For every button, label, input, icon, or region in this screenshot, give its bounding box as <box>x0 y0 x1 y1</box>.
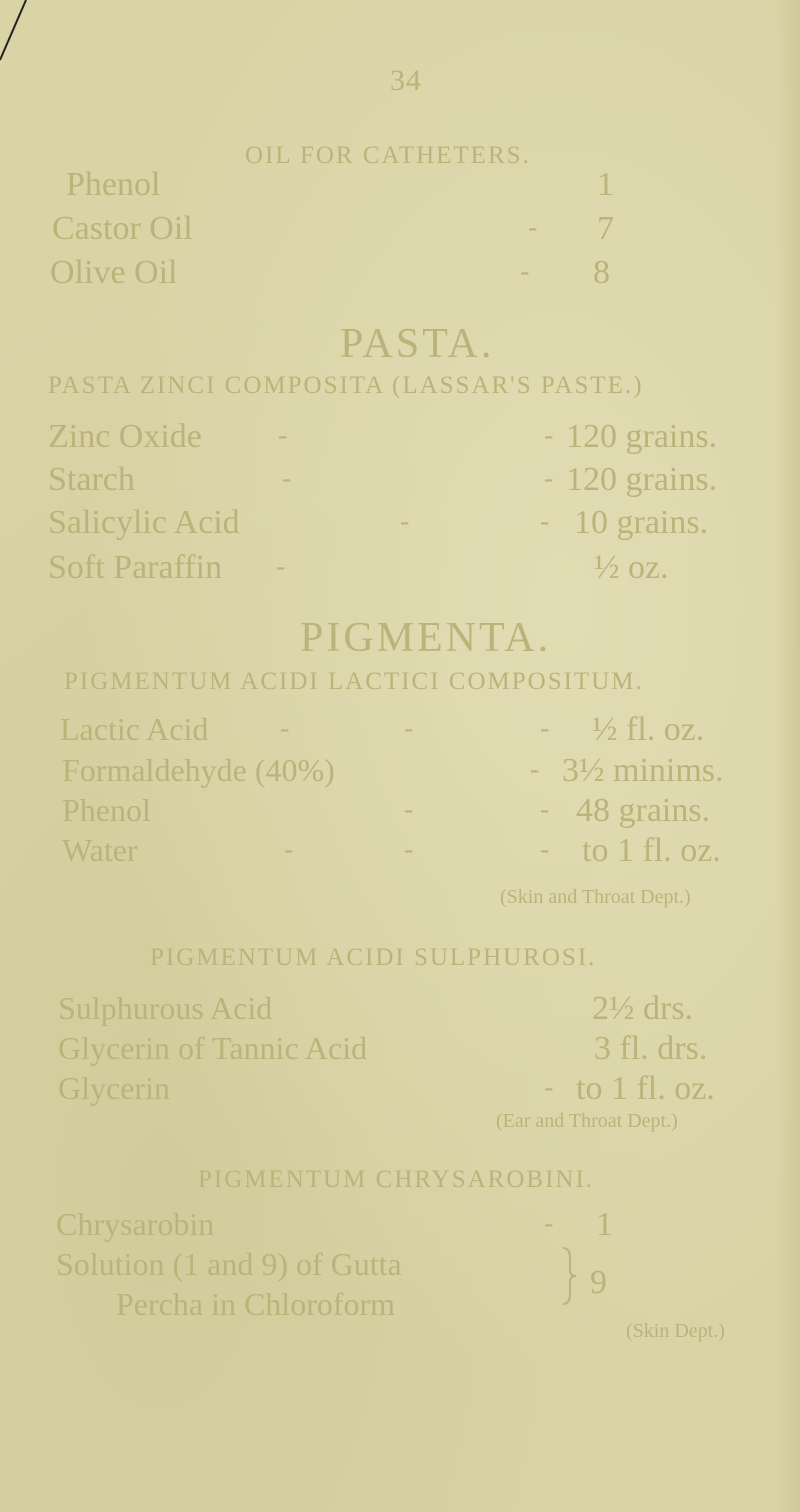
sulphurous-item-glycerin-qty: to 1 fl. oz. <box>576 1070 715 1107</box>
chrysarobin-item-chrysarobin-name: Chrysarobin <box>56 1206 215 1242</box>
sulphurous-heading: PIGMENTUM ACIDI SULPHUROSI. <box>150 944 597 971</box>
chrysarobin-item-chrysarobin-qty: 1 <box>596 1206 613 1243</box>
pasta-item-starch-qty: 120 grains. <box>566 461 718 498</box>
pasta-item-zinc-name: Zinc Oxide <box>48 418 202 455</box>
sulphurous-item-tannic-qty: 3 fl. drs. <box>594 1030 708 1067</box>
pasta-item-zinc-dash2: - <box>544 420 554 451</box>
pasta-item-paraffin-dash1: - <box>276 551 286 582</box>
lactic-item-lactic-acid-qty: ½ fl. oz. <box>592 711 705 748</box>
lactic-item-water-dash1: - <box>284 834 294 865</box>
chrysarobin-item-chrysarobin-dash3: - <box>544 1208 554 1239</box>
oil-item-olive-qty: 8 <box>593 254 610 291</box>
page-edge-shadow <box>775 0 800 1512</box>
chrysarobin-dept-note: (Skin Dept.) <box>626 1320 725 1342</box>
pasta-item-zinc-qty: 120 grains. <box>566 418 718 455</box>
pasta-item-zinc-dash1: - <box>278 420 288 451</box>
lactic-item-water-qty: to 1 fl. oz. <box>582 832 721 869</box>
lactic-dept-note: (Skin and Throat Dept.) <box>500 886 691 908</box>
oil-item-castor-name: Castor Oil <box>52 210 193 247</box>
oil-item-olive-dash: - <box>520 256 530 287</box>
lactic-item-formaldehyde-qty: 3½ minims. <box>562 752 724 789</box>
pasta-item-salicylic-qty: 10 grains. <box>574 504 709 541</box>
pasta-section-title: PASTA. <box>340 321 495 367</box>
lactic-item-lactic-acid-dash3: - <box>540 713 550 744</box>
chrysarobin-item-solution-name: Solution (1 and 9) of Gutta <box>56 1246 402 1282</box>
sulphurous-item-acid-qty: 2½ drs. <box>592 990 694 1027</box>
pasta-item-paraffin-qty: ½ oz. <box>594 549 669 586</box>
oil-item-olive-name: Olive Oil <box>50 254 178 291</box>
lactic-heading: PIGMENTUM ACIDI LACTICI COMPOSITUM. <box>64 668 644 695</box>
chrysarobin-item-solution-qty: 9 <box>590 1264 607 1301</box>
lactic-item-water-dash3: - <box>540 834 550 865</box>
pigmenta-section-title: PIGMENTA. <box>300 615 552 661</box>
oil-item-phenol-name: Phenol <box>66 166 161 203</box>
lactic-item-lactic-acid-dash2: - <box>404 713 414 744</box>
lactic-item-phenol-dash2: - <box>404 794 414 825</box>
pasta-item-salicylic-dash1: - <box>400 506 410 537</box>
brace-icon <box>560 1246 578 1306</box>
chrysarobin-heading: PIGMENTUM CHRYSAROBINI. <box>198 1166 595 1193</box>
lactic-item-lactic-acid-dash1: - <box>280 713 290 744</box>
lactic-item-formaldehyde-dash3: - <box>530 754 540 785</box>
page-number: 34 <box>390 64 422 97</box>
corner-stroke <box>0 0 40 70</box>
oil-item-castor-dash: - <box>528 212 538 243</box>
pasta-item-starch-dash2: - <box>544 463 554 494</box>
sulphurous-item-glycerin-name: Glycerin <box>58 1070 170 1106</box>
lactic-item-phenol-qty: 48 grains. <box>576 792 711 829</box>
pasta-item-starch-dash1: - <box>282 463 292 494</box>
lactic-item-phenol-name: Phenol <box>62 792 151 828</box>
sulphurous-item-tannic-name: Glycerin of Tannic Acid <box>58 1030 368 1066</box>
sulphurous-dept-note: (Ear and Throat Dept.) <box>496 1110 678 1132</box>
oil-heading: OIL FOR CATHETERS. <box>245 142 531 169</box>
sulphurous-item-glycerin-dash3: - <box>544 1072 554 1103</box>
lactic-item-lactic-acid-name: Lactic Acid <box>60 711 209 747</box>
lactic-item-water-name: Water <box>62 832 138 868</box>
oil-item-phenol-qty: 1 <box>597 166 614 203</box>
lactic-item-phenol-dash3: - <box>540 794 550 825</box>
lactic-item-water-dash2: - <box>404 834 414 865</box>
pasta-item-starch-name: Starch <box>48 461 135 498</box>
pasta-heading: PASTA ZINCI COMPOSITA (LASSAR'S PASTE.) <box>48 372 644 399</box>
pasta-item-salicylic-dash2: - <box>540 506 550 537</box>
pasta-item-paraffin-name: Soft Paraffin <box>48 549 223 586</box>
pasta-item-salicylic-name: Salicylic Acid <box>48 504 240 541</box>
oil-item-castor-qty: 7 <box>597 210 614 247</box>
lactic-item-formaldehyde-name: Formaldehyde (40%) <box>62 752 335 788</box>
sulphurous-item-acid-name: Sulphurous Acid <box>58 990 273 1026</box>
chrysarobin-item-percha-name: Percha in Chloroform <box>116 1286 396 1322</box>
